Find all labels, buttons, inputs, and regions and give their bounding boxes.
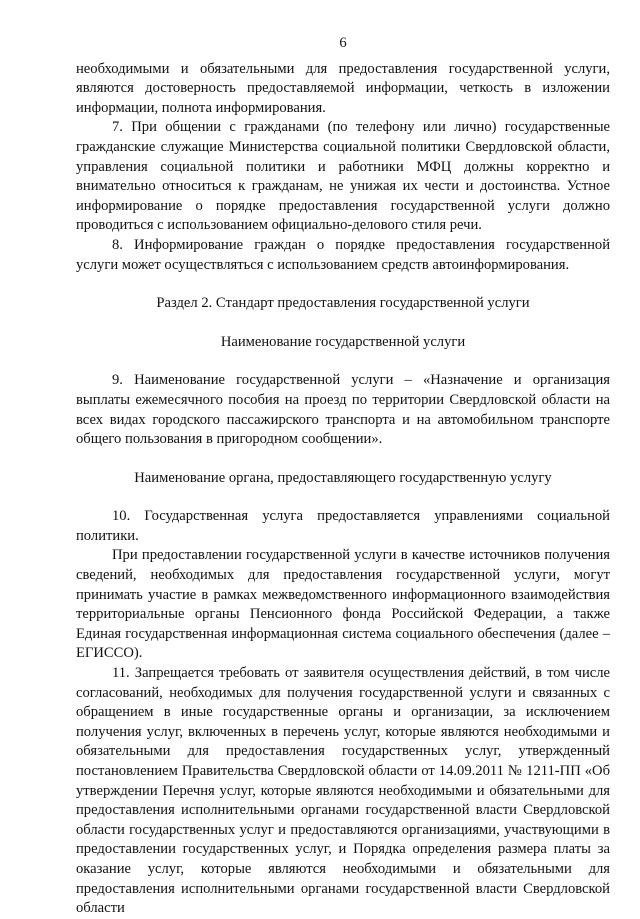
page-number: 6 bbox=[339, 35, 347, 51]
paragraph-8: 8. Информирование граждан о порядке предоставления государственной услуги может осуществляться с использованием средств автоинформирования. bbox=[76, 236, 610, 273]
paragraph-10: 10. Государственная услуга предоставляется управлениями социальной политики. bbox=[76, 508, 610, 544]
paragraph-continuation: необходимыми и обязательными для предоставления государственной услуги, являются достоверность предоставляемой информации, четкость в изложении информации, полнота информирования. bbox=[76, 60, 610, 116]
paragraph-11: 11. Запрещается требовать от заявителя осуществления действий, в том числе согласований, необходимых для получения государственной услуги и связанных с обращением в иные государственные органы и организации, за исключением получения услуг, включенных в перечень услуг, которые являются необходимыми и обязательными для предоставления государственных услуг, утвержденный постановлением Правительства Свердловской области от 14.09.2011 № 1211-ПП «Об утверждении Перечня услуг, которые являются необходимыми и обязательными для предоставления исполнительными органами государственной власти Свердловской области государственных услуг и предоставляются организациями, участвующими в предоставлении государственных услуг, и Порядка определения размера платы за оказание услуг, которые являются необходимыми и обязательными для предоставления исполнительными органами государственной власти Свердловской области bbox=[76, 665, 610, 917]
document-page bbox=[76, 34, 610, 919]
paragraph-7: 7. При общении с гражданами (по телефону или лично) государственные гражданские служащие Министерства социальной политики Свердловской области, управления социальной политики и работники МФЦ должны корректно и внимательно относиться к гражданам, не унижая их чести и достоинства. Устное информирование о порядке предоставления государственной услуги должно проводиться с использованием официально-делового стиля речи. bbox=[76, 119, 610, 234]
section-heading: Раздел 2. Стандарт предоставления государственной услуги bbox=[156, 295, 530, 312]
subheading-service-name: Наименование государственной услуги bbox=[220, 333, 466, 350]
paragraph-10-sources: При предоставлении государственной услуги в качестве источников получения сведений, необходимых для предоставления государственной услуги, могут принимать участие в рамках межведомственного информационного взаимодействия территориальные органы Пенсионного фонда Российской Федерации, а также Единая государственная информационная система социального обеспечения (далее – ЕГИССО). bbox=[76, 547, 610, 662]
subheading-authority: Наименование органа, предоставляющего государственную услугу bbox=[134, 469, 552, 486]
paragraph-9: 9. Наименование государственной услуги – «Назначение и организация выплаты ежемесячного пособия на проезд по территории Свердловской области на всех видах городского пассажирского транспорта и на автомобильном транспорте общего пользования в пригородном сообщении». bbox=[76, 372, 610, 448]
